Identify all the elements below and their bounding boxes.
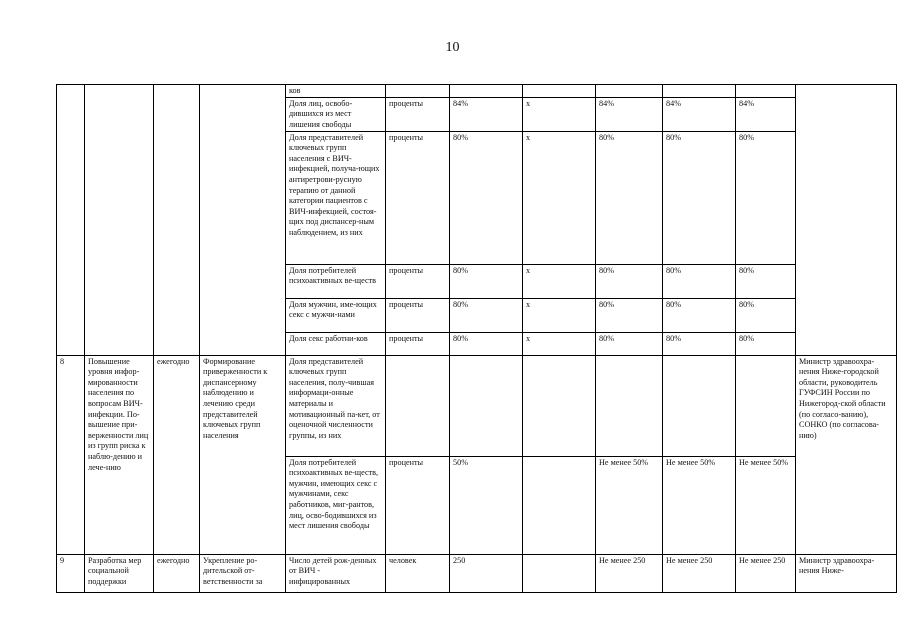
indicator-cell: Доля потребителей психоактивных ве-ществ bbox=[286, 264, 386, 298]
row-number: 8 bbox=[57, 355, 85, 554]
value-cell: 250 bbox=[450, 554, 523, 592]
value-cell: Не менее 250 bbox=[596, 554, 663, 592]
value-cell: 80% bbox=[663, 264, 736, 298]
row-number: 9 bbox=[57, 554, 85, 592]
value-cell: 80% bbox=[450, 332, 523, 355]
value-cell: Не менее 250 bbox=[736, 554, 796, 592]
indicator-cell: Доля мужчин, име-ющих секс с мужчи-нами bbox=[286, 298, 386, 332]
unit-cell: проценты bbox=[386, 298, 450, 332]
value-cell bbox=[596, 355, 663, 456]
value-cell: 80% bbox=[450, 298, 523, 332]
value-cell: 80% bbox=[663, 131, 736, 264]
value-cell bbox=[523, 355, 596, 456]
table-row bbox=[57, 85, 897, 98]
indicator-cell: Доля потребителей психоактивных ве-ществ, мужчин, имеющих секс с мужчинами, секс работников, миг-рантов, лиц, осво-бодившихся из мест лишения свободы bbox=[286, 456, 386, 554]
unit-cell: проценты bbox=[386, 332, 450, 355]
value-cell: 80% bbox=[450, 131, 523, 264]
value-cell: 80% bbox=[736, 332, 796, 355]
value-cell bbox=[523, 85, 596, 98]
value-cell bbox=[596, 85, 663, 98]
value-cell: 80% bbox=[736, 131, 796, 264]
unit-cell bbox=[386, 355, 450, 456]
value-cell: 80% bbox=[596, 264, 663, 298]
value-cell: х bbox=[523, 298, 596, 332]
expected-result: Формирование приверженности к диспансерному наблюдению и лечению среди представителей ключевых групп населения bbox=[200, 355, 286, 554]
measure-name: Разработка мер социальной поддержки bbox=[85, 554, 154, 592]
value-cell: 84% bbox=[450, 97, 523, 131]
indicators-table bbox=[56, 84, 897, 593]
value-cell: 80% bbox=[596, 298, 663, 332]
value-cell: 80% bbox=[736, 298, 796, 332]
value-cell: Не менее 50% bbox=[736, 456, 796, 554]
value-cell: 80% bbox=[450, 264, 523, 298]
cell-name-empty bbox=[85, 85, 154, 356]
unit-cell bbox=[386, 85, 450, 98]
value-cell: х bbox=[523, 264, 596, 298]
indicator-cell: Доля представителей ключевых групп населения с ВИЧ-инфекцией, получа-ющих антиретрови-русную терапию от данной категории пациентов с ВИЧ-инфекцией, состоя-щих под диспансер-ным наблюдением, из них bbox=[286, 131, 386, 264]
unit-cell: проценты bbox=[386, 131, 450, 264]
indicator-cell: Доля секс работни-ков bbox=[286, 332, 386, 355]
indicator-cell: Число детей рож-денных от ВИЧ - инфицированных bbox=[286, 554, 386, 592]
cell-num-empty bbox=[57, 85, 85, 356]
period-cell: ежегодно bbox=[154, 355, 200, 554]
value-cell: Не менее 50% bbox=[596, 456, 663, 554]
cell-result-empty bbox=[200, 85, 286, 356]
value-cell: х bbox=[523, 332, 596, 355]
value-cell bbox=[523, 456, 596, 554]
value-cell bbox=[450, 85, 523, 98]
indicator-cell: Доля представителей ключевых групп населения, полу-чившая информаци-онные материалы и мотивационный па-кет, от оценочной численности группы, из них bbox=[286, 355, 386, 456]
table-row bbox=[57, 355, 897, 456]
unit-cell: человек bbox=[386, 554, 450, 592]
value-cell bbox=[663, 85, 736, 98]
value-cell bbox=[736, 355, 796, 456]
value-cell bbox=[663, 355, 736, 456]
value-cell bbox=[736, 85, 796, 98]
value-cell: х bbox=[523, 131, 596, 264]
value-cell: 80% bbox=[663, 298, 736, 332]
cell-responsible-empty bbox=[796, 85, 897, 356]
responsible-cell: Министр здравоохра-нения Ниже-городской области, руководитель ГУФСИН России по Нижегород-ской области (по согласо-ванию), СОНКО (по согласова-нию) bbox=[796, 355, 897, 554]
page-number: 10 bbox=[445, 40, 460, 55]
value-cell: 80% bbox=[663, 332, 736, 355]
value-cell: х bbox=[523, 97, 596, 131]
value-cell: 80% bbox=[736, 264, 796, 298]
unit-cell: проценты bbox=[386, 97, 450, 131]
measure-name: Повышение уровня инфор-мированности населения по вопросам ВИЧ-инфекции. По-вышение при-верженности лиц из групп риска к наблю-дению и лече-нию bbox=[85, 355, 154, 554]
value-cell bbox=[450, 355, 523, 456]
value-cell: Не менее 50% bbox=[663, 456, 736, 554]
value-cell: 50% bbox=[450, 456, 523, 554]
period-cell: ежегодно bbox=[154, 554, 200, 592]
value-cell: 84% bbox=[736, 97, 796, 131]
expected-result: Укрепление ро-дительской от-ветственности за bbox=[200, 554, 286, 592]
value-cell bbox=[523, 554, 596, 592]
value-cell: 84% bbox=[663, 97, 736, 131]
value-cell: 84% bbox=[596, 97, 663, 131]
value-cell: Не менее 250 bbox=[663, 554, 736, 592]
indicator-cell: ков bbox=[286, 85, 386, 98]
value-cell: 80% bbox=[596, 131, 663, 264]
responsible-cell: Министр здравоохра-нения Ниже- bbox=[796, 554, 897, 592]
value-cell: 80% bbox=[596, 332, 663, 355]
unit-cell: проценты bbox=[386, 456, 450, 554]
table-row bbox=[57, 554, 897, 592]
unit-cell: проценты bbox=[386, 264, 450, 298]
cell-period-empty bbox=[154, 85, 200, 356]
indicator-cell: Доля лиц, освобо-дившихся из мест лишения свободы bbox=[286, 97, 386, 131]
